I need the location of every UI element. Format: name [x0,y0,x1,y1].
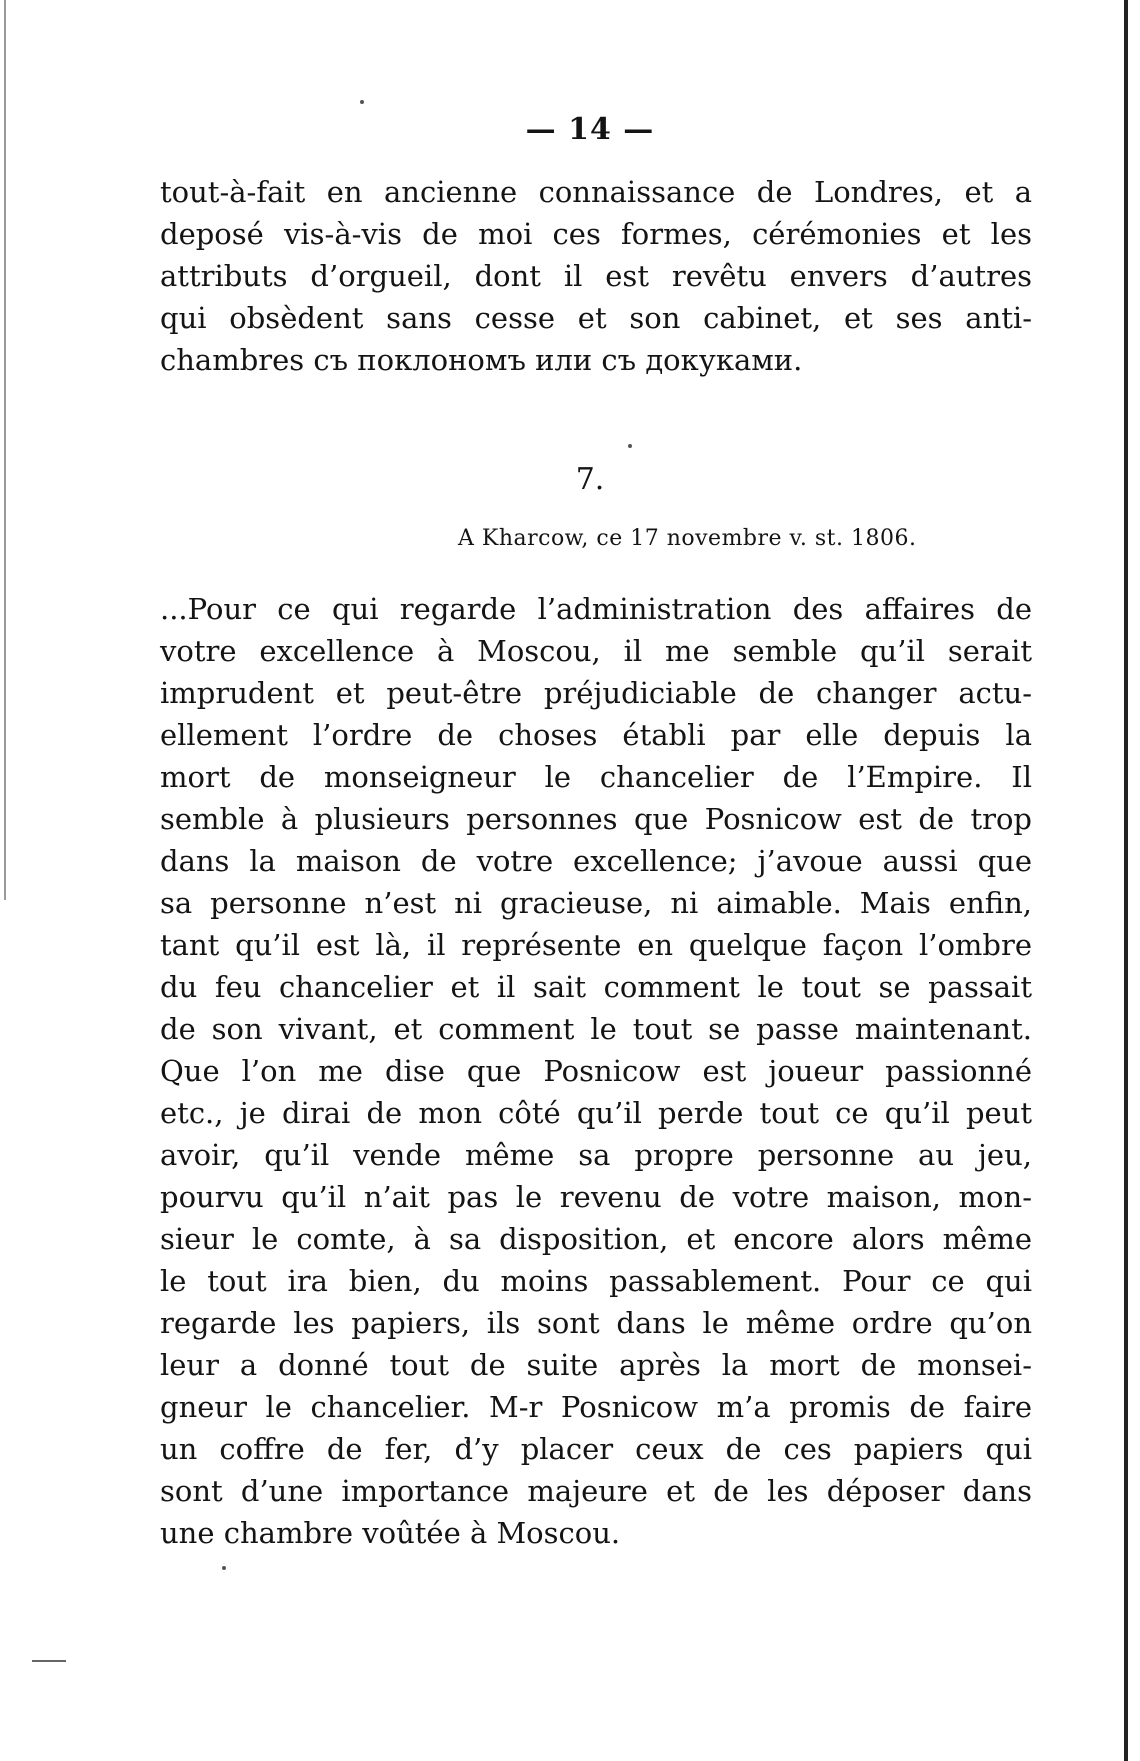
text-line: chambres съ поклономъ или съ докуками. [160,343,803,377]
scan-speck [360,100,364,104]
paragraph-continuation [160,171,1032,381]
text-line: sont d’une importance majeure et de les déposer dans [160,1474,1032,1508]
scan-edge-left [4,0,6,900]
text-line: sa personne n’est ni gracieuse, ni aimable. Mais enfin, [160,886,1032,920]
text-line: tout-à-fait en ancienne connaissance de Londres, et a [160,175,1032,209]
letter-body [160,588,1032,1554]
text-line: sieur le comte, à sa disposition, et encore alors même [160,1222,1032,1256]
text-line: avoir, qu’il vende même sa propre personne au jeu, [160,1138,1032,1172]
text-line: dans la maison de votre excellence; j’avoue aussi que [160,844,1032,878]
text-line: mort de monseigneur le chancelier de l’Empire. Il [160,760,1032,794]
text-line: qui obsèdent sans cesse et son cabinet, et ses anti- [160,301,1032,335]
text-line: une chambre voûtée à Moscou. [160,1516,621,1550]
text-line: un coffre de fer, d’y placer ceux de ces papiers qui [160,1432,1032,1466]
text-line: imprudent et peut-être préjudiciable de changer actu- [160,676,1032,710]
text-line: Que l’on me dise que Posnicow est joueur passionné [160,1054,1032,1088]
letter-dateline: A Kharcow, ce 17 novembre v. st. 1806. [458,526,917,551]
text-line: leur a donné tout de suite après la mort de monsei- [160,1348,1032,1382]
text-line: attributs d’orgueil, dont il est revêtu envers d’autres [160,259,1032,293]
page-number: — 14 — [525,112,655,147]
text-line: pourvu qu’il n’ait pas le revenu de votre maison, mon- [160,1180,1032,1214]
text-line: regarde les papiers, ils sont dans le même ordre qu’on [160,1306,1032,1340]
text-line: tant qu’il est là, il représente en quelque façon l’ombre [160,928,1032,962]
text-line: deposé vis-à-vis de moi ces formes, cérémonies et les [160,217,1032,251]
text-line: gneur le chancelier. M-r Posnicow m’a promis de faire [160,1390,1032,1424]
scan-mark [32,1660,66,1662]
scan-edge-right [1124,0,1128,1761]
text-line: ...Pour ce qui regarde l’administration des affaires de [160,592,1032,626]
scan-speck [628,444,632,448]
text-line: le tout ira bien, du moins passablement. Pour ce qui [160,1264,1032,1298]
text-line: etc., je dirai de mon côté qu’il perde tout ce qu’il peut [160,1096,1032,1130]
text-line: ellement l’ordre de choses établi par elle depuis la [160,718,1032,752]
text-line: semble à plusieurs personnes que Posnicow est de trop [160,802,1032,836]
text-line: votre excellence à Moscou, il me semble qu’il serait [160,634,1032,668]
scan-speck [222,1566,226,1570]
text-line: du feu chancelier et il sait comment le tout se passait [160,970,1032,1004]
text-line: de son vivant, et comment le tout se passe maintenant. [160,1012,1032,1046]
letter-number: 7. [575,462,605,497]
